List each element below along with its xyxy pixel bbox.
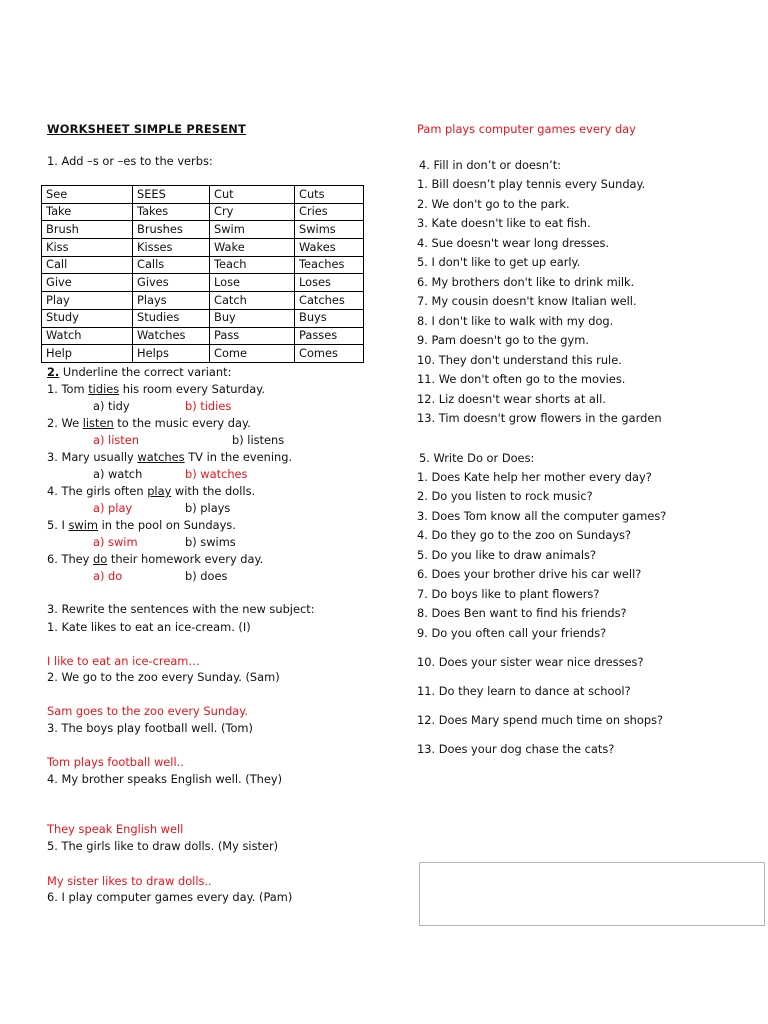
sentence-start: 3. Mary usually	[47, 450, 138, 464]
exercise-5-item: 2. Do you listen to rock music?	[417, 489, 593, 503]
verb-table	[41, 185, 364, 363]
exercise-2-sentence	[47, 452, 292, 463]
verb-row	[42, 327, 364, 345]
exercise-3-question: 4. My brother speaks English well. (They)	[47, 772, 283, 786]
verb-cell: Take	[42, 203, 133, 221]
verb-cell: Wake	[210, 239, 295, 257]
exercise-2-number: 2.	[47, 365, 60, 379]
verb-cell: Call	[42, 256, 133, 274]
verb-cell: Helps	[133, 345, 210, 363]
exercise-4-item: 9. Pam doesn't go to the gym.	[417, 333, 589, 347]
verb-row	[42, 203, 364, 221]
exercise-4-heading: 4. Fill in don’t or doesn’t:	[419, 158, 562, 172]
exercise-5-item: 11. Do they learn to dance at school?	[417, 684, 631, 698]
verb-cell: Cuts	[295, 186, 364, 204]
exercise-5-item: 7. Do boys like to plant flowers?	[417, 587, 600, 601]
exercise-4-item: 8. I don't like to walk with my dog.	[417, 313, 614, 328]
verb-cell: Come	[210, 345, 295, 363]
option-b: b) does	[185, 569, 228, 583]
exercise-4-item: 5. I don't like to get up early.	[417, 255, 581, 269]
verb-cell: Takes	[133, 203, 210, 221]
sentence-end: his room every Saturday.	[119, 382, 265, 396]
exercise-3-question: 5. The girls like to draw dolls. (My sister)	[47, 839, 279, 853]
verb-cell: Kisses	[133, 239, 210, 257]
exercise-4-item: 11. We don't often go to the movies.	[417, 372, 626, 386]
option-a: a) do	[93, 569, 123, 583]
sentence-end: with the dolls.	[171, 484, 256, 498]
sentence-end: TV in the evening.	[184, 450, 293, 464]
exercise-5-item: 4. Do they go to the zoo on Sundays?	[417, 528, 632, 542]
verb-cell: Wakes	[295, 239, 364, 257]
exercise-3-answer: Tom plays football well..	[47, 755, 184, 769]
exercise-2-sentence	[47, 486, 255, 497]
verb-cell: Catches	[295, 292, 364, 310]
sentence-end: in the pool on Sundays.	[97, 518, 236, 532]
sentence-start: 5. I	[47, 518, 69, 532]
verb-cell: Lose	[210, 274, 295, 292]
blank-box	[419, 862, 765, 926]
verb-cell: Swims	[295, 221, 364, 239]
exercise-4-item: 4. Sue doesn't wear long dresses.	[417, 235, 610, 250]
verb-row	[42, 274, 364, 292]
sentence-start: 2. We	[47, 416, 83, 430]
verb-cell: Help	[42, 345, 133, 363]
verb-cell: SEES	[133, 186, 210, 204]
exercise-2-heading	[47, 367, 231, 378]
exercise-3-question: 3. The boys play football well. (Tom)	[47, 721, 253, 735]
verb-row	[42, 256, 364, 274]
exercise-4-item: 7. My cousin doesn't know Italian well.	[417, 294, 637, 308]
exercise-5-item: 8. Does Ben want to find his friends?	[417, 606, 627, 620]
top-answer: Pam plays computer games every day	[417, 122, 636, 136]
exercise-5-heading: 5. Write Do or Does:	[419, 451, 535, 465]
exercise-5-item: 6. Does your brother drive his car well?	[417, 567, 642, 581]
exercise-3-answer: I like to eat an ice-cream…	[47, 654, 200, 668]
verb-row	[42, 186, 364, 204]
underlined-verb: tidies	[88, 382, 120, 396]
exercise-4-item: 6. My brothers don't like to drink milk.	[417, 274, 635, 289]
exercise-4-item: 3. Kate doesn't like to eat fish.	[417, 216, 591, 230]
option-b: b) plays	[185, 501, 231, 515]
exercise-3-question: 6. I play computer games every day. (Pam)	[47, 890, 293, 904]
exercise-5-item: 5. Do you like to draw animals?	[417, 548, 597, 562]
verb-row	[42, 309, 364, 327]
verb-cell: Teach	[210, 256, 295, 274]
exercise-5-item: 1. Does Kate help her mother every day?	[417, 470, 652, 484]
exercise-2-sentence	[47, 418, 251, 429]
verb-cell: Play	[42, 292, 133, 310]
exercise-3-answer: Sam goes to the zoo every Sunday.	[47, 704, 249, 718]
option-a: a) play	[93, 501, 133, 515]
option-b: b) watches	[185, 467, 248, 481]
verb-cell: Teaches	[295, 256, 364, 274]
exercise-5-item: 3. Does Tom know all the computer games?	[417, 509, 667, 523]
verb-cell: Study	[42, 309, 133, 327]
verb-cell: Pass	[210, 327, 295, 345]
exercise-3-answer: My sister likes to draw dolls..	[47, 874, 212, 888]
underlined-verb: watches	[137, 450, 185, 464]
exercise-5-item: 12. Does Mary spend much time on shops?	[417, 713, 664, 727]
underlined-verb: listen	[82, 416, 114, 430]
exercise-4-item: 1. Bill doesn’t play tennis every Sunday.	[417, 177, 646, 191]
verb-cell: Buy	[210, 309, 295, 327]
exercise-3-answer: They speak English well	[47, 822, 184, 836]
option-a: a) tidy	[93, 399, 130, 413]
exercise-3-question: 2. We go to the zoo every Sunday. (Sam)	[47, 670, 280, 684]
sentence-end: to the music every day.	[113, 416, 251, 430]
underlined-verb: swim	[68, 518, 98, 532]
underlined-verb: play	[147, 484, 172, 498]
verb-row	[42, 239, 364, 257]
verb-cell: Loses	[295, 274, 364, 292]
exercise-4-item: 2. We don't go to the park.	[417, 196, 570, 211]
verb-row	[42, 345, 364, 363]
option-b: b) listens	[232, 433, 285, 447]
verb-cell: See	[42, 186, 133, 204]
verb-cell: Studies	[133, 309, 210, 327]
exercise-4-item: 13. Tim doesn't grow flowers in the garden	[417, 411, 662, 425]
verb-cell: Catch	[210, 292, 295, 310]
exercise-2-heading-text: Underline the correct variant:	[59, 365, 232, 379]
exercise-4-item: 10. They don't understand this rule.	[417, 352, 622, 367]
exercise-3-heading: 3. Rewrite the sentences with the new subject:	[47, 602, 315, 616]
verb-cell: Gives	[133, 274, 210, 292]
exercise-5-item: 9. Do you often call your friends?	[417, 626, 607, 640]
verb-cell: Watches	[133, 327, 210, 345]
exercise-1-heading: 1. Add –s or –es to the verbs:	[47, 154, 213, 168]
verb-cell: Brushes	[133, 221, 210, 239]
verb-cell: Cry	[210, 203, 295, 221]
verb-cell: Calls	[133, 256, 210, 274]
verb-row	[42, 292, 364, 310]
verb-cell: Cut	[210, 186, 295, 204]
verb-cell: Cries	[295, 203, 364, 221]
option-a: a) swim	[93, 535, 138, 549]
option-a: a) listen	[93, 433, 140, 447]
exercise-5-item: 10. Does your sister wear nice dresses?	[417, 655, 644, 669]
exercise-2-sentence	[47, 384, 265, 395]
exercise-3-question: 1. Kate likes to eat an ice-cream. (I)	[47, 620, 251, 634]
sentence-start: 1. Tom	[47, 382, 89, 396]
verb-cell: Comes	[295, 345, 364, 363]
verb-cell: Watch	[42, 327, 133, 345]
verb-cell: Buys	[295, 309, 364, 327]
underlined-verb: do	[93, 552, 108, 566]
verb-cell: Plays	[133, 292, 210, 310]
exercise-2-sentence	[47, 520, 236, 531]
exercise-5-item: 13. Does your dog chase the cats?	[417, 742, 615, 756]
sentence-start: 6. They	[47, 552, 94, 566]
verb-cell: Brush	[42, 221, 133, 239]
option-b: b) tidies	[185, 399, 232, 413]
verb-cell: Swim	[210, 221, 295, 239]
option-a: a) watch	[93, 467, 143, 481]
verb-cell: Kiss	[42, 239, 133, 257]
verb-cell: Give	[42, 274, 133, 292]
sentence-start: 4. The girls often	[47, 484, 148, 498]
verb-cell: Passes	[295, 327, 364, 345]
worksheet-title: WORKSHEET SIMPLE PRESENT	[47, 122, 246, 136]
exercise-2-sentence	[47, 554, 263, 565]
option-b: b) swims	[185, 535, 236, 549]
sentence-end: their homework every day.	[107, 552, 264, 566]
exercise-4-item: 12. Liz doesn't wear shorts at all.	[417, 391, 606, 406]
verb-row	[42, 221, 364, 239]
